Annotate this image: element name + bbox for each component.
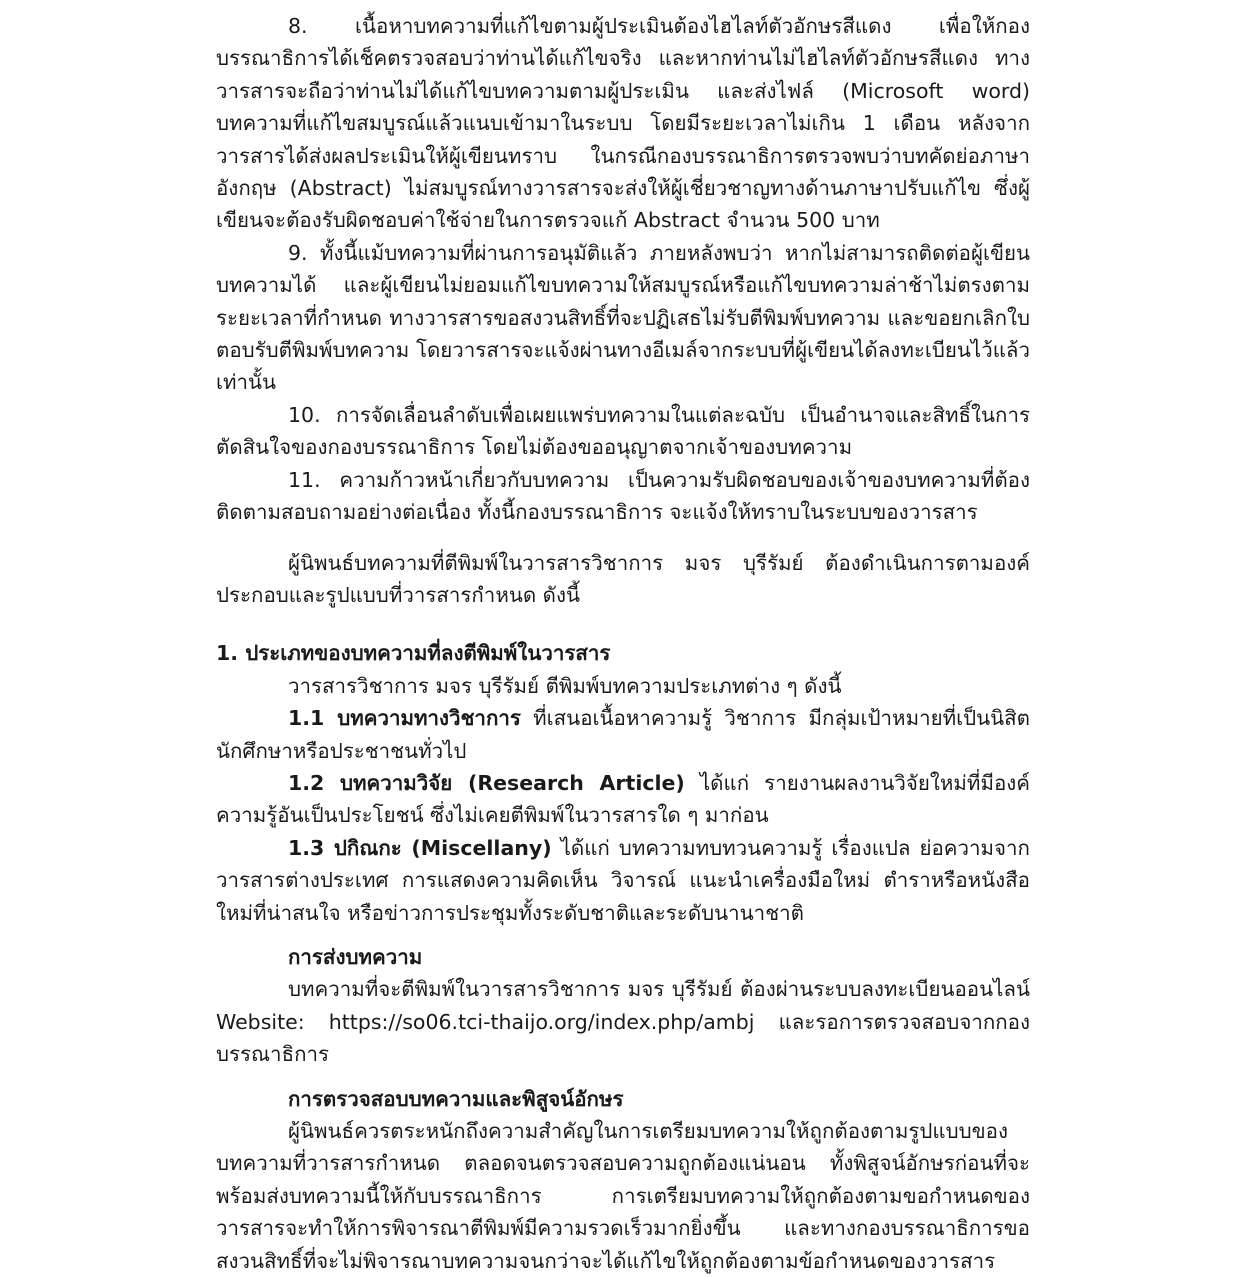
section-heading-submission: การส่งบทความ [288, 944, 423, 969]
article-type-label: 1.2 บทความวิจัย (Research Article) [288, 770, 685, 795]
article-type-description: ได้แก่ รายงานผลงานวิจัยใหม่ที่มีองค์ความรู้อันเป็นประโยชน์ ซึ่งไม่เคยตีพิมพ์ในวารสารใด ๆ มาก่อน [216, 770, 1030, 828]
submission-paragraph: บทความที่จะตีพิมพ์ในวารสารวิชาการ มจร บุรีรัมย์ ต้องผ่านระบบลงทะเบียนออนไลน์ Website: https://so06.tci-thaijo.org/index.php/ambj และรอการตรวจสอบจากกองบรรณาธิการ [216, 977, 1030, 1067]
section-heading-proofreading: การตรวจสอบบทความและพิสูจน์อักษร [288, 1086, 624, 1111]
article-type-miscellany [216, 832, 1030, 929]
article-type-description: ที่เสนอเนื้อหาความรู้ วิชาการ มีกลุ่มเป้าหมายที่เป็นนิสิตนักศึกษาหรือประชาชนทั่วไป [216, 706, 1030, 763]
rule-item-9: 9. ทั้งนี้แม้บทความที่ผ่านการอนุมัติแล้ว ภายหลังพบว่า หากไม่สามารถติดต่อผู้เขียนบทความได้ และผู้เขียนไม่ยอมแก้ไขบทความให้สมบูรณ์หรือแก้ไขบทความล่าช้าไม่ตรงตามระยะเวลาที่กำหนด ทางวารสารขอสงวนสิทธิ์ที่จะปฏิเสธไม่รับตีพิมพ์บทความ และขอยกเลิกใบตอบรับตีพิมพ์บทความ โดยวารสารจะแจ้งผ่านทางอีเมล์จากระบบที่ผู้เขียนได้ลงทะเบียนไว้แล้วเท่านั้น [216, 240, 1030, 395]
section-heading-article-types: 1. ประเภทของบทความที่ลงตีพิมพ์ในวารสาร [216, 641, 611, 666]
rule-item-11: 11. ความก้าวหน้าเกี่ยวกับบทความ เป็นความรับผิดชอบของเจ้าของบทความที่ต้องติดตามสอบถามอย่างต่อเนื่อง ทั้งนี้กองบรรณาธิการ จะแจ้งให้ทราบในระบบของวารสาร [216, 467, 1030, 525]
spacer [216, 1071, 1030, 1083]
spacer [216, 529, 1030, 547]
article-type-research [216, 767, 1030, 832]
intro-paragraph: ผู้นิพนธ์บทความที่ตีพิมพ์ในวารสารวิชาการ มจร บุรีรัมย์ ต้องดำเนินการตามองค์ประกอบและรูปแบบที่วารสารกำหนด ดังนี้ [216, 550, 1030, 607]
proofreading-paragraph: ผู้นิพนธ์ควรตระหนักถึงความสำคัญในการเตรียมบทความให้ถูกต้องตามรูปแบบของบทความที่วารสารกำหนด ตลอดจนตรวจสอบความถูกต้องแน่นอน ทั้งพิสูจน์อักษรก่อนที่จะพร้อมส่งบทความนี้ให้กับบรรณาธิการ การเตรียมบทความให้ถูกต้องตามขอกำหนดของวารสารจะทำให้การพิจารณาตีพิมพ์มีความรวดเร็วมากยิ่งขึ้น และทางกองบรรณาธิการขอสงวนสิทธิ์ที่จะไม่พิจารณาบทความจนกว่าจะได้แก้ไขให้ถูกต้องตามข้อกำหนดของวารสาร [216, 1119, 1030, 1273]
article-type-label: 1.1 บทความทางวิชาการ [288, 706, 521, 731]
section-lead: วารสารวิชาการ มจร บุรีรัมย์ ตีพิมพ์บทความประเภทต่าง ๆ ดังนี้ [288, 673, 842, 698]
spacer [216, 929, 1030, 941]
spacer [216, 611, 1030, 637]
article-type-description: ได้แก่ บทความทบทวนความรู้ เรื่องแปล ย่อความจากวารสารต่างประเทศ การแสดงความคิดเห็น วิจารณ์ แนะนำเครื่องมือใหม่ ตำราหรือหนังสือใหม่ที่น่าสนใจ หรือข่าวการประชุมทั้งระดับชาติและระดับนานาชาติ [216, 835, 1030, 925]
article-type-label: 1.3 ปกิณกะ (Miscellany) [288, 835, 552, 860]
article-type-academic [216, 702, 1030, 767]
document-page [216, 10, 1030, 1277]
rule-item-8: 8. เนื้อหาบทความที่แก้ไขตามผู้ประเมินต้องไฮไลท์ตัวอักษรสีแดง เพื่อให้กองบรรณาธิการได้เช็คตรวจสอบว่าท่านได้แก้ไขจริง และหากท่านไม่ไฮไลท์ตัวอักษรสีแดง ทางวารสารจะถือว่าท่านไม่ได้แก้ไขบทความตามผู้ประเมิน และส่งไฟล์ (Microsoft word) บทความที่แก้ไขสมบูรณ์แล้วแนบเข้ามาในระบบ โดยมีระยะเวลาไม่เกิน 1 เดือน หลังจากวารสารได้ส่งผลประเมินให้ผู้เขียนทราบ ในกรณีกองบรรณาธิการตรวจพบว่าบทคัดย่อภาษาอังกฤษ (Abstract) ไม่สมบูรณ์ทางวารสารจะส่งให้ผู้เชี่ยวชาญทางด้านภาษาปรับแก้ไข ซึ่งผู้เขียนจะต้องรับผิดชอบค่าใช้จ่ายในการตรวจแก้ Abstract จำนวน 500 บาท [216, 14, 1030, 233]
rule-item-10: 10. การจัดเลื่อนลำดับเพื่อเผยแพร่บทความในแต่ละฉบับ เป็นอำนาจและสิทธิ์ในการตัดสินใจของกองบรรณาธิการ โดยไม่ต้องขออนุญาตจากเจ้าของบทความ [216, 402, 1030, 460]
